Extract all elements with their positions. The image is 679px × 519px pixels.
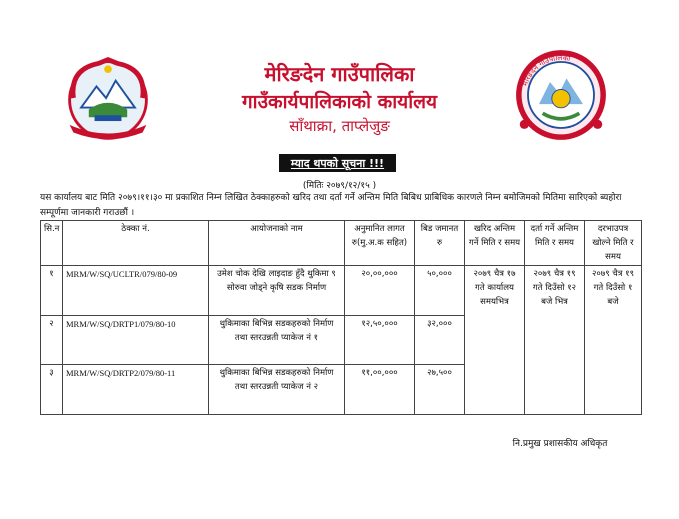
row-bid: ५०,०००: [415, 266, 465, 316]
notice-intro: यस कार्यालय बाट मिति २०७९।११।३० मा प्रकाशित निम्न लिखित ठेक्काहरुको खरिद तथा दर्ता गर्ने अन्तिम मिति बिबिध प्राबिधिक कारणले निम्न बमोजिमको मितिमा सारिएको ब्यहोरा सम्पूर्णमा जानकारी गराउछौं ।: [40, 193, 622, 218]
header-bid: बिड जमानत रु: [415, 221, 465, 266]
municipality-logo-icon: [505, 40, 617, 150]
header-project: आयोजनाको नाम: [209, 221, 345, 266]
notice-date: (मितिः २०७९/१२/१५ ): [302, 181, 377, 191]
row-project: थुकिमाका बिभिन्न सडकहरुको निर्माण तथा स्तरउन्नती प्याकेज नं १: [209, 315, 345, 365]
registration-deadline: २०७९ चैत्र १९ गते दिउँसो १२ बजे भित्र: [525, 266, 585, 415]
row-ref: MRM/W/SQ/UCLTR/079/80-09: [63, 266, 209, 316]
row-sn: १: [41, 266, 63, 316]
header-cost: अनुमानित लागत रु(मु.अ.क सहित): [345, 221, 415, 266]
header-ref: ठेक्का नं.: [63, 221, 209, 266]
header-opening: दरभाउपत्र खोल्ने मिति र समय: [585, 221, 642, 266]
row-cost: ११,००,०००: [345, 365, 415, 415]
row-project: थुकिमाका बिभिन्न सडकहरुको निर्माण तथा स्तरउन्नती प्याकेज नं २: [209, 365, 345, 415]
row-cost: १२,५०,०००: [345, 315, 415, 365]
opening-time: २०७९ चैत्र १९ गते दिउँसो १ बजे: [585, 266, 642, 415]
municipality-name: मेरिङदेन गाउँपालिका: [264, 62, 415, 86]
row-project: उमेश चोक देखि लाइदाङ हुँदै थुकिमा ९ सोरुवा जोड्ने कृषि सडक निर्माण: [209, 266, 345, 316]
header-purchase: खरिद अन्तिम गर्ने मिति र समय: [465, 221, 525, 266]
row-ref: MRM/W/SQ/DRTP1/079/80-10: [63, 315, 209, 365]
row-cost: २०,००,०००: [345, 266, 415, 316]
office-name: गाउँकार्यपालिकाको कार्यालय: [241, 91, 438, 113]
header-registration: दर्ता गर्ने अन्तिम मिति र समय: [525, 221, 585, 266]
logo-text: मेरिङदेन गाउँपालिका: [520, 53, 571, 87]
letterhead: [0, 0, 679, 150]
row-bid: २७,५००: [415, 365, 465, 415]
notice-title: म्याद थपको सूचना !!!: [279, 154, 396, 172]
tender-table: [40, 220, 642, 415]
row-bid: ३२,०००: [415, 315, 465, 365]
row-sn: २: [41, 315, 63, 365]
office-address: साँथाक्रा, ताप्लेजुङ: [289, 117, 390, 135]
table-header-row: [41, 221, 642, 266]
signature: नि.प्रमुख प्रशासकीय अधिकृत: [512, 439, 608, 449]
row-ref: MRM/W/SQ/DRTP2/079/80-11: [63, 365, 209, 415]
row-sn: ३: [41, 365, 63, 415]
purchase-deadline: २०७९ चैत्र १७ गते कार्यालय समयभित्र: [465, 266, 525, 415]
header-sn: सि.न: [41, 221, 63, 266]
table-row: [41, 266, 642, 316]
